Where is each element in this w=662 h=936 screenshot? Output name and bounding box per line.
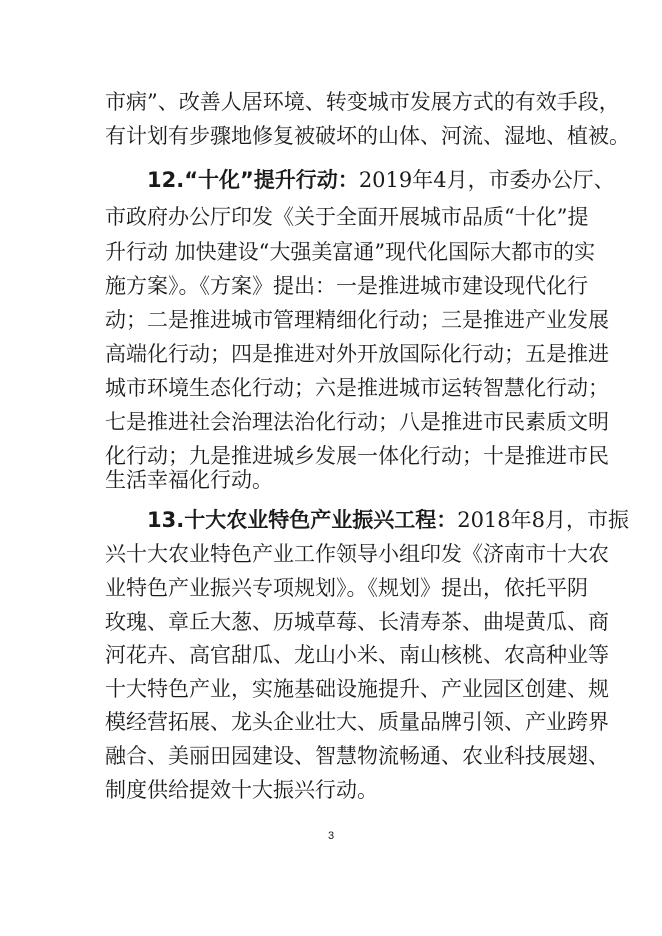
text-line: 制度供给提效十大振兴行动。 (105, 778, 378, 802)
text-line: 施方案》。《方案》提出：一是推进城市建设现代化行 (105, 274, 588, 298)
text-line (147, 166, 615, 194)
text-line: 业特色产业振兴专项规划》。《规划》提出，依托平阴 (105, 576, 588, 600)
text-line: 升行动 加快建设“大强美富通”现代化国际大都市的实 (105, 240, 596, 264)
page-number: 3 (327, 830, 335, 842)
section-heading-13: 13.十大农业特色产业振兴工程： (147, 508, 458, 532)
text-line: 动；二是推进城市管理精细化行动；三是推进产业发展 (105, 308, 609, 332)
text-line: 市病”、改善人居环境、转变城市发展方式的有效手段， (105, 90, 620, 114)
text-line (147, 506, 630, 534)
text-line: 玫瑰、章丘大葱、历城草莓、长清寿茶、曲堤黄瓜、商 (105, 610, 609, 634)
text-line: 有计划有步骤地修复被破坏的山体、河流、湿地、植被。 (105, 124, 630, 148)
text-line: 城市环境生态化行动；六是推进城市运转智慧化行动； (105, 376, 609, 400)
text-line: 河花卉、高官甜瓜、龙山小米、南山核桃、农高种业等 (105, 643, 609, 667)
text-line: 十大特色产业，实施基础设施提升、产业园区创建、规 (105, 677, 609, 701)
text-line: 融合、美丽田园建设、智慧物流畅通、农业科技展翅、 (105, 744, 609, 768)
text-line: 兴十大农业特色产业工作领导小组印发《济南市十大农 (105, 542, 609, 566)
text-line: 高端化行动；四是推进对外开放国际化行动；五是推进 (105, 342, 609, 366)
section-heading-12: 12.“十化”提升行动： (147, 168, 359, 192)
text-line: 市政府办公厅印发《关于全面开展城市品质“十化”提 (105, 205, 589, 229)
text-line: 生活幸福化行动。 (105, 468, 273, 492)
text-line: 模经营拓展、龙头企业壮大、质量品牌引领、产业跨界 (105, 710, 609, 734)
text-line: 化行动；九是推进城乡发展一体化行动；十是推进市民 (105, 444, 609, 468)
text-run: 2018年8月，市振 (457, 508, 630, 532)
text-line: 七是推进社会治理法治化行动；八是推进市民素质文明 (105, 410, 609, 434)
text-run: 2019年4月，市委办公厅、 (358, 168, 615, 192)
